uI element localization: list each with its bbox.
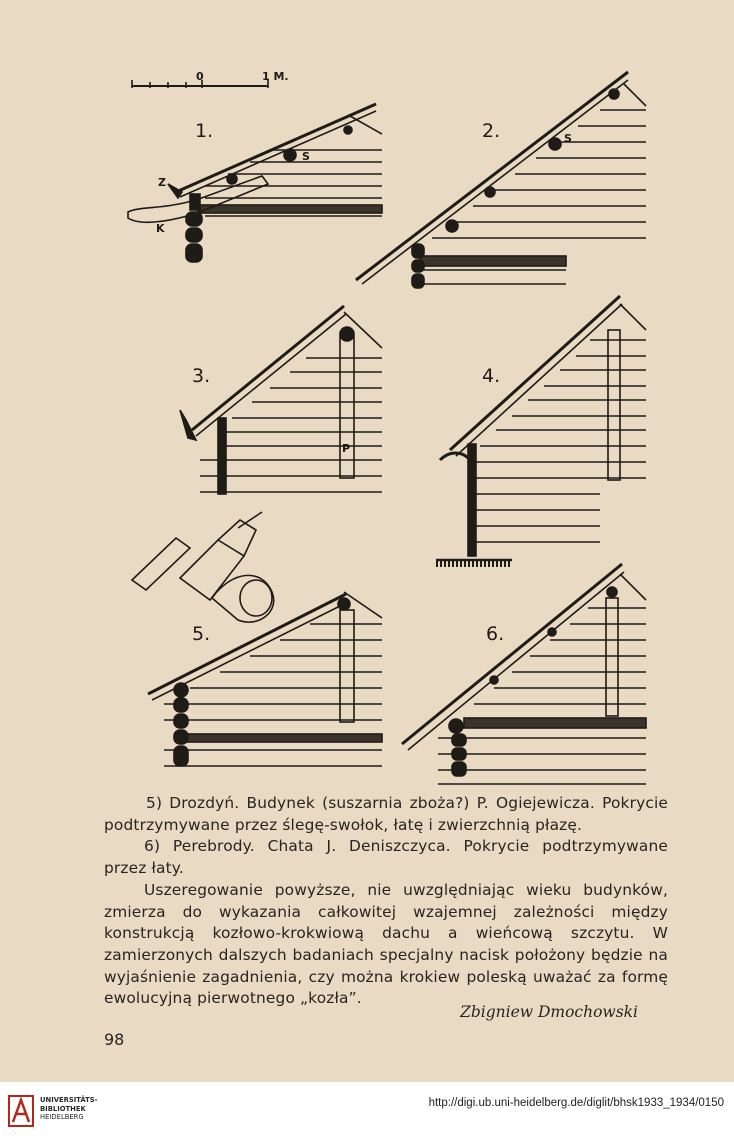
figure-3-number: 3. [192,365,211,387]
figure-4-drawing [436,296,646,564]
figure-4-number: 4. [482,365,501,387]
library-line-1: UNIVERSITÄTS- [40,1096,98,1104]
figure-2-drawing [356,72,646,288]
library-footer [0,1082,734,1140]
caption-text [104,793,668,1010]
figure-1-drawing [128,104,382,262]
figure-6-drawing [402,564,646,784]
author-signature: Zbigniew Dmochowski [460,1003,638,1021]
library-line-3: HEIDELBERG [40,1113,84,1121]
figure-3-drawing [180,306,382,494]
figure-2-number: 2. [482,120,501,142]
figure-5-drawing [148,592,382,766]
caption-5: 5) Drozdyń. Budynek (suszarnia zboża?) P. Ogiejewicza. Pokrycie podtrzymywane przez ślegę-swołok, łatę i zwierzchnią płazę. [104,794,668,834]
scale-meter-label: 1 M. [262,70,289,83]
body-paragraph: Uszeregowanie powyższe, nie uwzględniając wieku budynków, zmierza do wykazania całkowitej wzajemnej zależności między konstrukcją kozłowo-krokwiową dachu a wieńcową szczytu. W zamierzonych dalszych badaniach specjalny nacisk położony będzie na wyjaśnienie zagadnienia, czy można krokiew poleską uważać za formę ewolucyjną pierwotnego „kozła”. [104,880,668,1008]
figure-1-label-z: Z [158,176,166,189]
figure-1-number: 1. [195,120,214,142]
joint-detail-drawing [132,512,274,622]
page-number: 98 [104,1030,125,1049]
figure-2-label-s: S [564,132,572,145]
figure-5-number: 5. [192,623,211,645]
figure-1-label-s: S [302,150,310,163]
scale-zero-label: 0 [196,70,204,83]
library-line-2: BIBLIOTHEK [40,1104,86,1113]
figure-6-number: 6. [486,623,505,645]
figure-1-label-k: K [156,222,165,235]
caption-6: 6) Perebrody. Chata J. Deniszczyca. Pokrycie podtrzymywane przez łaty. [104,837,668,878]
figure-3-label-p: P [342,442,351,455]
source-url[interactable]: http://digi.ub.uni-heidelberg.de/diglit/bhsk1933_1934/0150 [428,1097,724,1109]
library-name [40,1096,98,1122]
library-logo-icon [8,1094,34,1128]
